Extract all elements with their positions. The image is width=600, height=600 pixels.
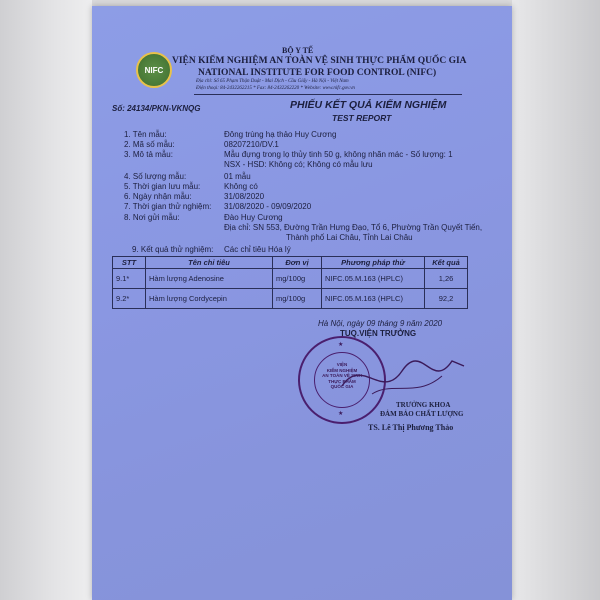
- stamp-star-icon: ★: [338, 342, 344, 348]
- field-value-received-date: 31/08/2020: [224, 192, 265, 201]
- table-row: [113, 269, 468, 289]
- header-divider: [194, 94, 462, 95]
- field-label-quantity: 4. Số lượng mẫu:: [124, 172, 187, 181]
- nifc-logo: [136, 52, 172, 88]
- stamp-star-icon: ★: [338, 411, 344, 417]
- institute-name-en: NATIONAL INSTITUTE FOR FOOD CONTROL (NIFC): [198, 68, 437, 78]
- signer-title-1: TRƯỞNG KHOA: [396, 401, 451, 409]
- field-label-sender: 8. Nơi gửi mẫu:: [124, 213, 180, 222]
- on-behalf-label: TUQ.VIỆN TRƯỞNG: [340, 329, 417, 338]
- logo-text: NIFC: [144, 65, 164, 75]
- field-value-test-period: 31/08/2020 - 09/09/2020: [224, 202, 312, 211]
- stamp-line: AN TOÀN VỆ SINH: [322, 373, 362, 378]
- institute-address: Địa chỉ: Số 65 Phạm Thận Duật - Mai Dịch - Cầu Giấy - Hà Nội - Việt Nam: [196, 79, 349, 84]
- field-value-description-line2: NSX - HSD: Không có; Không có mẫu lưu: [224, 160, 373, 169]
- cell-test-name: Hàm lượng Adenosine: [146, 269, 273, 289]
- cell-stt: 9.2*: [113, 289, 146, 309]
- signer-name: TS. Lê Thị Phương Thảo: [368, 423, 454, 432]
- field-label-test-period: 7. Thời gian thử nghiệm:: [124, 202, 212, 211]
- cell-stt: 9.1*: [113, 269, 146, 289]
- field-label-received-date: 6. Ngày nhận mẫu:: [124, 192, 192, 201]
- field-label-description: 3. Mô tả mẫu:: [124, 150, 173, 159]
- stamp-line: KIỂM NGHIỆM: [326, 367, 358, 373]
- result-label: 9. Kết quả thử nghiệm:: [132, 245, 214, 254]
- field-value-sample-code: 08207210/DV.1: [224, 140, 279, 149]
- results-table: [112, 256, 468, 309]
- field-value-sample-name: Đông trùng hạ thảo Huy Cương: [224, 130, 337, 139]
- field-label-sample-code: 2. Mã số mẫu:: [124, 140, 175, 149]
- place-date: Hà Nội, ngày 09 tháng 9 năm 2020: [318, 319, 443, 328]
- cell-result: 92,2: [425, 289, 468, 309]
- field-value-sender-address-line2: Thành phố Lai Châu, Tỉnh Lai Châu: [286, 233, 413, 242]
- cell-unit: mg/100g: [273, 289, 322, 309]
- signer-title-2: ĐẢM BẢO CHẤT LƯỢNG: [380, 410, 464, 418]
- handwritten-signature: [332, 346, 472, 406]
- field-value-sender-address: Địa chỉ: SN 553, Đường Trần Hưng Đạo, Tổ 6, Phường Trần Quyết Tiến,: [224, 223, 483, 232]
- stamp-line: QUỐC GIA: [330, 384, 354, 389]
- field-label-storage-time: 5. Thời gian lưu mẫu:: [124, 182, 201, 191]
- institute-name-vn: VIỆN KIỂM NGHIỆM AN TOÀN VỆ SINH THỰC PHẨM QUỐC GIA: [172, 56, 467, 66]
- stamp-line: VIỆN: [336, 362, 348, 367]
- institute-contact: Điện thoại: 84-2432262215 * Fax: 84-2432262220 * Website: www.nifc.gov.vn: [196, 86, 355, 91]
- header-stt: STT: [113, 257, 146, 269]
- cell-method: NIFC.05.M.163 (HPLC): [322, 289, 425, 309]
- field-label-sample-name: 1. Tên mẫu:: [124, 130, 167, 139]
- cell-result: 1,26: [425, 269, 468, 289]
- cell-unit: mg/100g: [273, 269, 322, 289]
- field-value-storage-time: Không có: [224, 182, 258, 191]
- result-value: Các chỉ tiêu Hóa lý: [224, 245, 291, 254]
- header-unit: Đơn vị: [273, 257, 322, 269]
- page-subtitle: TEST REPORT: [332, 113, 392, 123]
- header-result: Kết quả: [425, 257, 468, 269]
- field-value-quantity: 01 mẫu: [224, 172, 251, 181]
- document-number: Số: 24134/PKN-VKNQG: [112, 104, 201, 113]
- stamp-line: THỰC PHẨM: [328, 378, 356, 384]
- ministry-name: BỘ Y TẾ: [282, 46, 314, 55]
- table-row: [113, 289, 468, 309]
- document-page: [92, 6, 512, 600]
- page-title: PHIẾU KẾT QUẢ KIỂM NGHIỆM: [290, 99, 447, 111]
- field-value-description: Mẫu đựng trong lọ thủy tinh 50 g, không nhãn mác - Số lượng: 1: [224, 150, 453, 159]
- photo-background-right: [512, 0, 600, 600]
- photo-background-left: [0, 0, 92, 600]
- header-test-name: Tên chỉ tiêu: [146, 257, 273, 269]
- header-method: Phương pháp thử: [322, 257, 425, 269]
- cell-test-name: Hàm lượng Cordycepin: [146, 289, 273, 309]
- field-value-sender: Đào Huy Cương: [224, 213, 283, 222]
- cell-method: NIFC.05.M.163 (HPLC): [322, 269, 425, 289]
- table-header-row: [113, 257, 468, 269]
